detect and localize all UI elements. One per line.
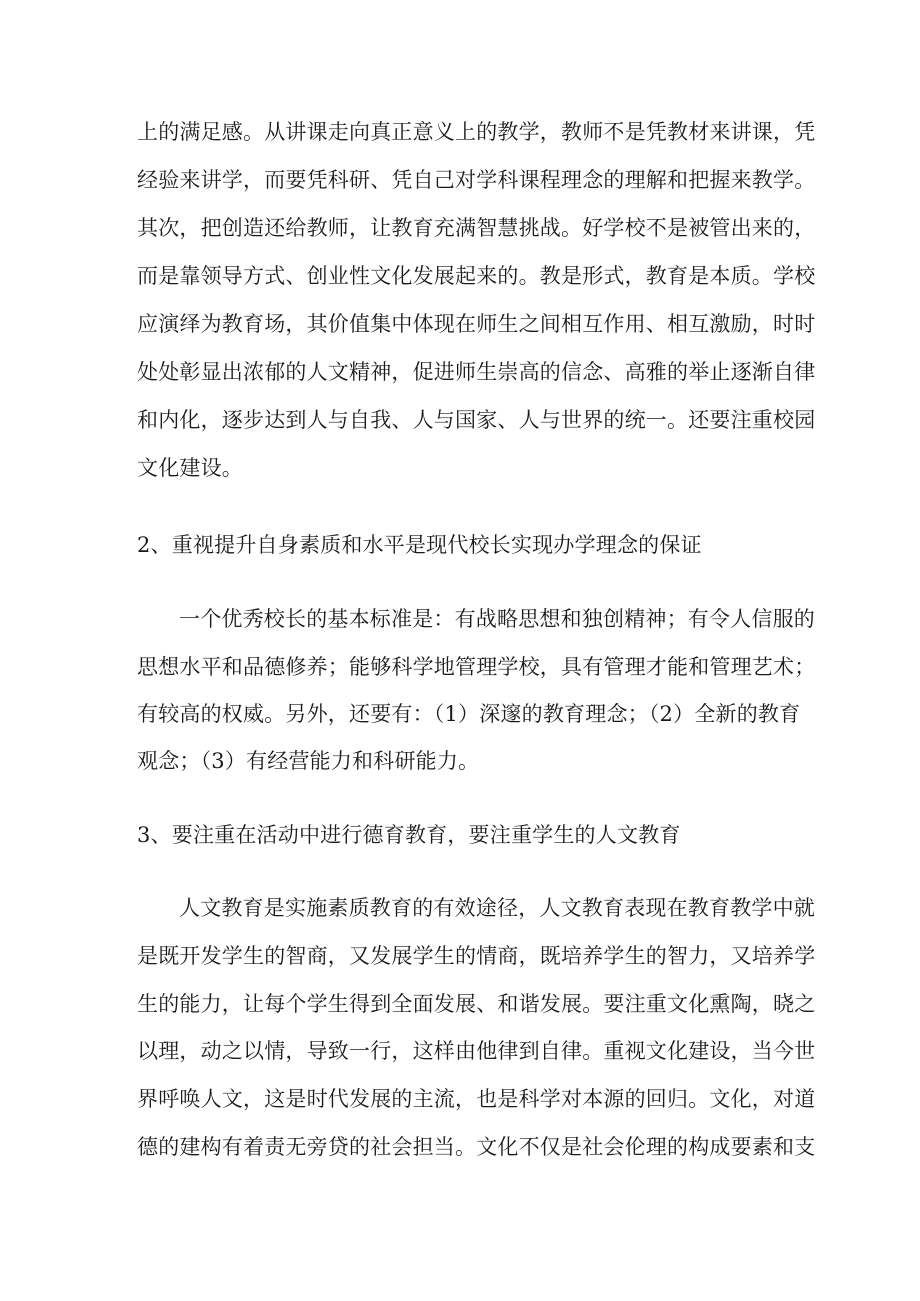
paragraph-3-line-5: 界呼唤人文，这是时代发展的主流，也是科学对本源的回归。文化，对道 bbox=[137, 1087, 816, 1111]
paragraph-1-line-8: 文化建设。 bbox=[137, 456, 243, 480]
paragraph-3-line-4: 以理，动之以情，导致一行，这样由他律到自律。重视文化建设，当今世 bbox=[137, 1039, 816, 1063]
paragraph-2-line-4: 观念；（3）有经营能力和科研能力。 bbox=[137, 749, 480, 773]
section-heading-2: 2、重视提升自身素质和水平是现代校长实现办学理念的保证 bbox=[137, 533, 702, 557]
paragraph-3-line-1: 人文教育是实施素质教育的有效途径，人文教育表现在教育教学中就 bbox=[179, 896, 815, 920]
paragraph-1-line-2: 经验来讲学，而要凭科研、凭自己对学科课程理念的理解和把握来教学。 bbox=[137, 168, 816, 192]
paragraph-1-line-4: 而是靠领导方式、创业性文化发展起来的。教是形式，教育是本质。学校 bbox=[137, 264, 816, 288]
section-heading-3: 3、要注重在活动中进行德育教育，要注重学生的人文教育 bbox=[137, 823, 681, 847]
paragraph-3-line-3: 生的能力，让每个学生得到全面发展、和谐发展。要注重文化熏陶，晓之 bbox=[137, 992, 816, 1016]
paragraph-2-line-2: 思想水平和品德修养；能够科学地管理学校，具有管理才能和管理艺术； bbox=[137, 655, 816, 679]
paragraph-1-line-3: 其次，把创造还给教师，让教育充满智慧挑战。好学校不是被管出来的， bbox=[137, 216, 816, 240]
paragraph-2-line-1: 一个优秀校长的基本标准是：有战略思想和独创精神；有令人信服的 bbox=[179, 607, 815, 631]
paragraph-1-line-1: 上的满足感。从讲课走向真正意义上的教学，教师不是凭教材来讲课，凭 bbox=[137, 120, 816, 144]
paragraph-2-line-3: 有较高的权威。另外，还要有：（1）深邃的教育理念；（2）全新的教育 bbox=[137, 702, 801, 726]
paragraph-3-line-2: 是既开发学生的智商，又发展学生的情商，既培养学生的智力，又培养学 bbox=[137, 944, 816, 968]
paragraph-1-line-6: 处处彰显出浓郁的人文精神，促进师生崇高的信念、高雅的举止逐渐自律 bbox=[137, 360, 816, 384]
paragraph-1-line-7: 和内化，逐步达到人与自我、人与国家、人与世界的统一。还要注重校园 bbox=[137, 408, 816, 432]
paragraph-3-line-6: 德的建构有着责无旁贷的社会担当。文化不仅是社会伦理的构成要素和支 bbox=[137, 1135, 816, 1159]
paragraph-1-line-5: 应演绎为教育场，其价值集中体现在师生之间相互作用、相互激励，时时 bbox=[137, 312, 816, 336]
